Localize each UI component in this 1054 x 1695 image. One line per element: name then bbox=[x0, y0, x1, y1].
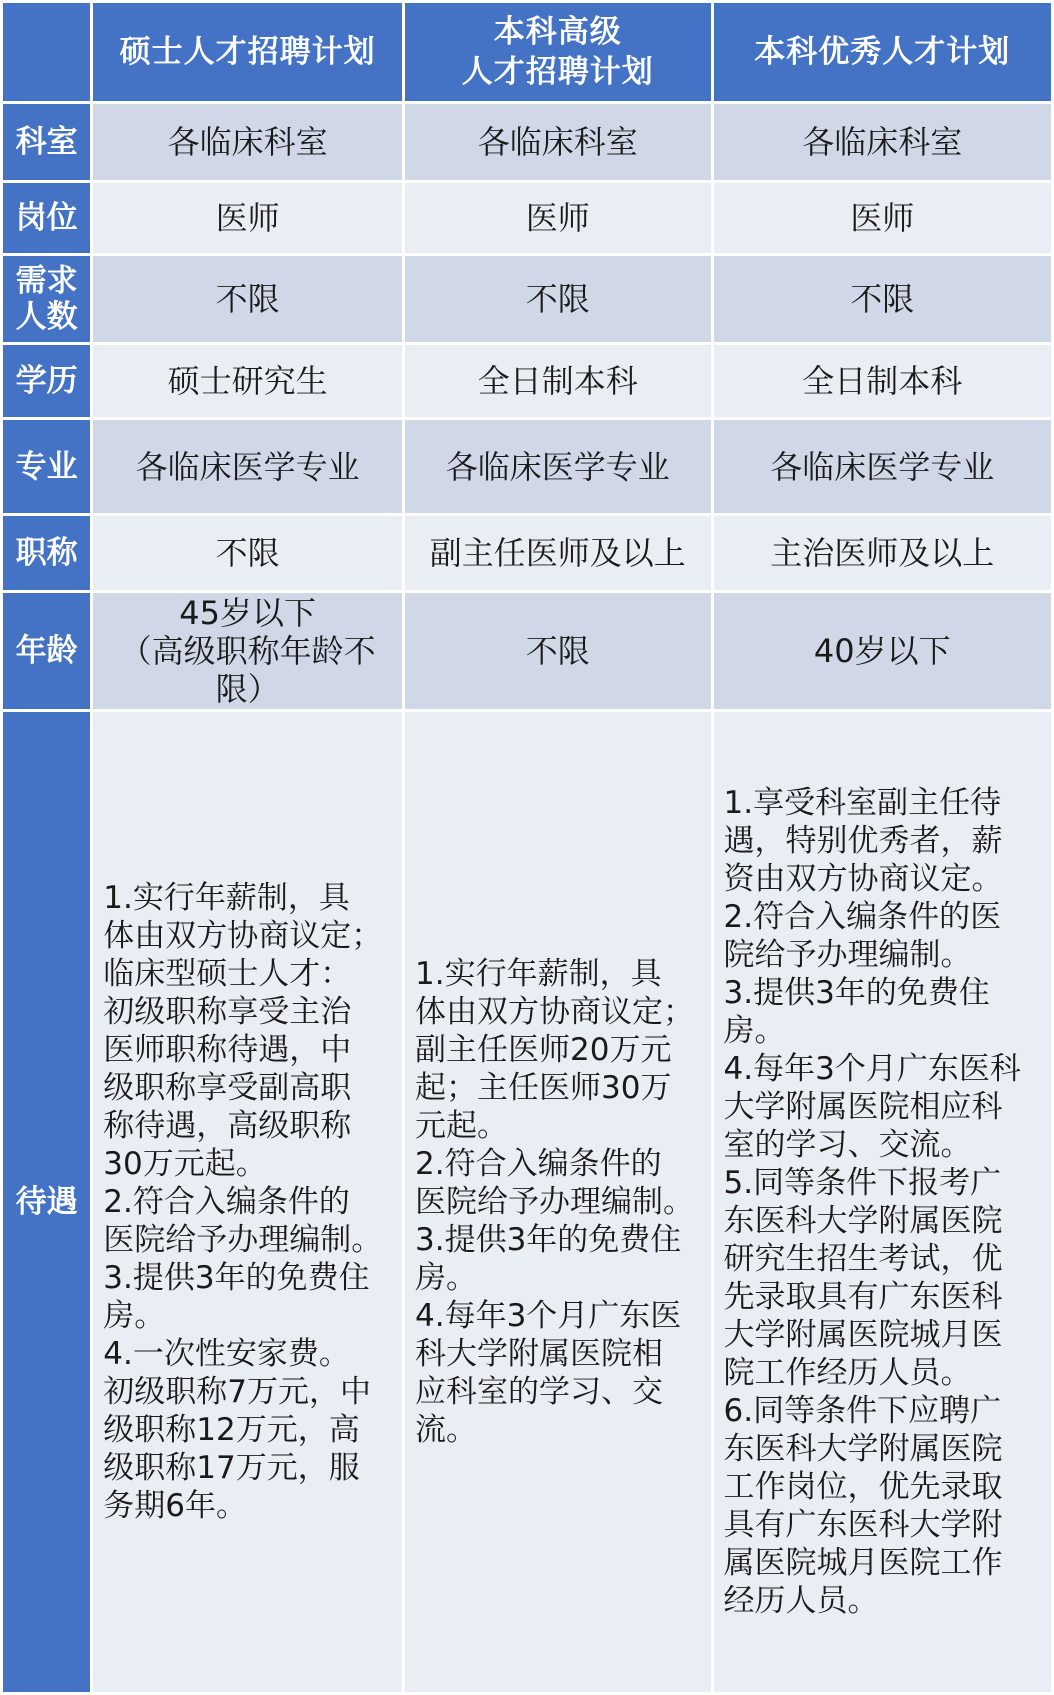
row-title bbox=[3, 516, 1051, 590]
cell: 各临床科室 bbox=[405, 104, 711, 180]
cell: 不限 bbox=[93, 516, 402, 590]
cell: 各临床科室 bbox=[93, 104, 402, 180]
cell: 各临床医学专业 bbox=[93, 420, 402, 513]
row-education bbox=[3, 345, 1051, 417]
corner-cell bbox=[3, 3, 90, 101]
cell: 45岁以下 （高级职称年龄不 限） bbox=[93, 593, 402, 709]
row-label: 需求 人数 bbox=[3, 256, 90, 342]
cell: 医师 bbox=[405, 183, 711, 253]
row-label: 年龄 bbox=[3, 593, 90, 709]
cell: 硕士研究生 bbox=[93, 345, 402, 417]
row-label: 学历 bbox=[3, 345, 90, 417]
row-department bbox=[3, 104, 1051, 180]
cell: 40岁以下 bbox=[714, 593, 1051, 709]
cell: 各临床科室 bbox=[714, 104, 1051, 180]
cell: 主治医师及以上 bbox=[714, 516, 1051, 590]
benefit-cell: 1.实行年薪制，具 体由双方协商议定； 副主任医师20万元 起；主任医师30万 元起。 2.符合入编条件的 医院给予办理编制。 3.提供3年的免费住 房。 4.每年3个月广东医 科大学附属医院相 应科室的学习、交 流。 bbox=[405, 712, 711, 1692]
cell: 各临床医学专业 bbox=[405, 420, 711, 513]
row-label: 岗位 bbox=[3, 183, 90, 253]
column-header-excellent-undergrad-plan: 本科优秀人才计划 bbox=[714, 3, 1051, 101]
cell: 各临床医学专业 bbox=[714, 420, 1051, 513]
cell: 医师 bbox=[93, 183, 402, 253]
row-label: 职称 bbox=[3, 516, 90, 590]
benefit-cell: 1.实行年薪制，具 体由双方协商议定； 临床型硕士人才： 初级职称享受主治 医师职称待遇，中 级职称享受副高职 称待遇，高级职称 30万元起。 2.符合入编条件的 医院给予办理编制。 3.提供3年的免费住 房。 4.一次性安家费。 初级职称7万元，中 级职称12万元，高 级职称17万元，服 务期6年。 bbox=[93, 712, 402, 1692]
header-row bbox=[3, 3, 1051, 101]
cell: 不限 bbox=[405, 593, 711, 709]
column-header-master-plan: 硕士人才招聘计划 bbox=[93, 3, 402, 101]
row-label: 科室 bbox=[3, 104, 90, 180]
cell: 全日制本科 bbox=[405, 345, 711, 417]
cell: 不限 bbox=[714, 256, 1051, 342]
row-label: 专业 bbox=[3, 420, 90, 513]
cell: 副主任医师及以上 bbox=[405, 516, 711, 590]
row-benefits bbox=[3, 712, 1051, 1692]
cell: 不限 bbox=[93, 256, 402, 342]
cell: 医师 bbox=[714, 183, 1051, 253]
row-label: 待遇 bbox=[3, 712, 90, 1692]
column-header-senior-undergrad-plan: 本科高级 人才招聘计划 bbox=[405, 3, 711, 101]
row-age bbox=[3, 593, 1051, 709]
cell: 不限 bbox=[405, 256, 711, 342]
row-headcount bbox=[3, 256, 1051, 342]
benefit-cell: 1.享受科室副主任待 遇，特别优秀者，薪 资由双方协商议定。 2.符合入编条件的医 院给予办理编制。 3.提供3年的免费住房。 4.每年3个月广东医科 大学附属医院相应科 室的学习、交流。 5.同等条件下报考广 东医科大学附属医院 研究生招生考试，优 先录取具有广东医科 大学附属医院城月医 院工作经历人员。 6.同等条件下应聘广 东医科大学附属医院 工作岗位，优先录取 具有广东医科大学附 属医院城月医院工作 经历人员。 bbox=[714, 712, 1051, 1692]
row-major bbox=[3, 420, 1051, 513]
cell: 全日制本科 bbox=[714, 345, 1051, 417]
row-position bbox=[3, 183, 1051, 253]
